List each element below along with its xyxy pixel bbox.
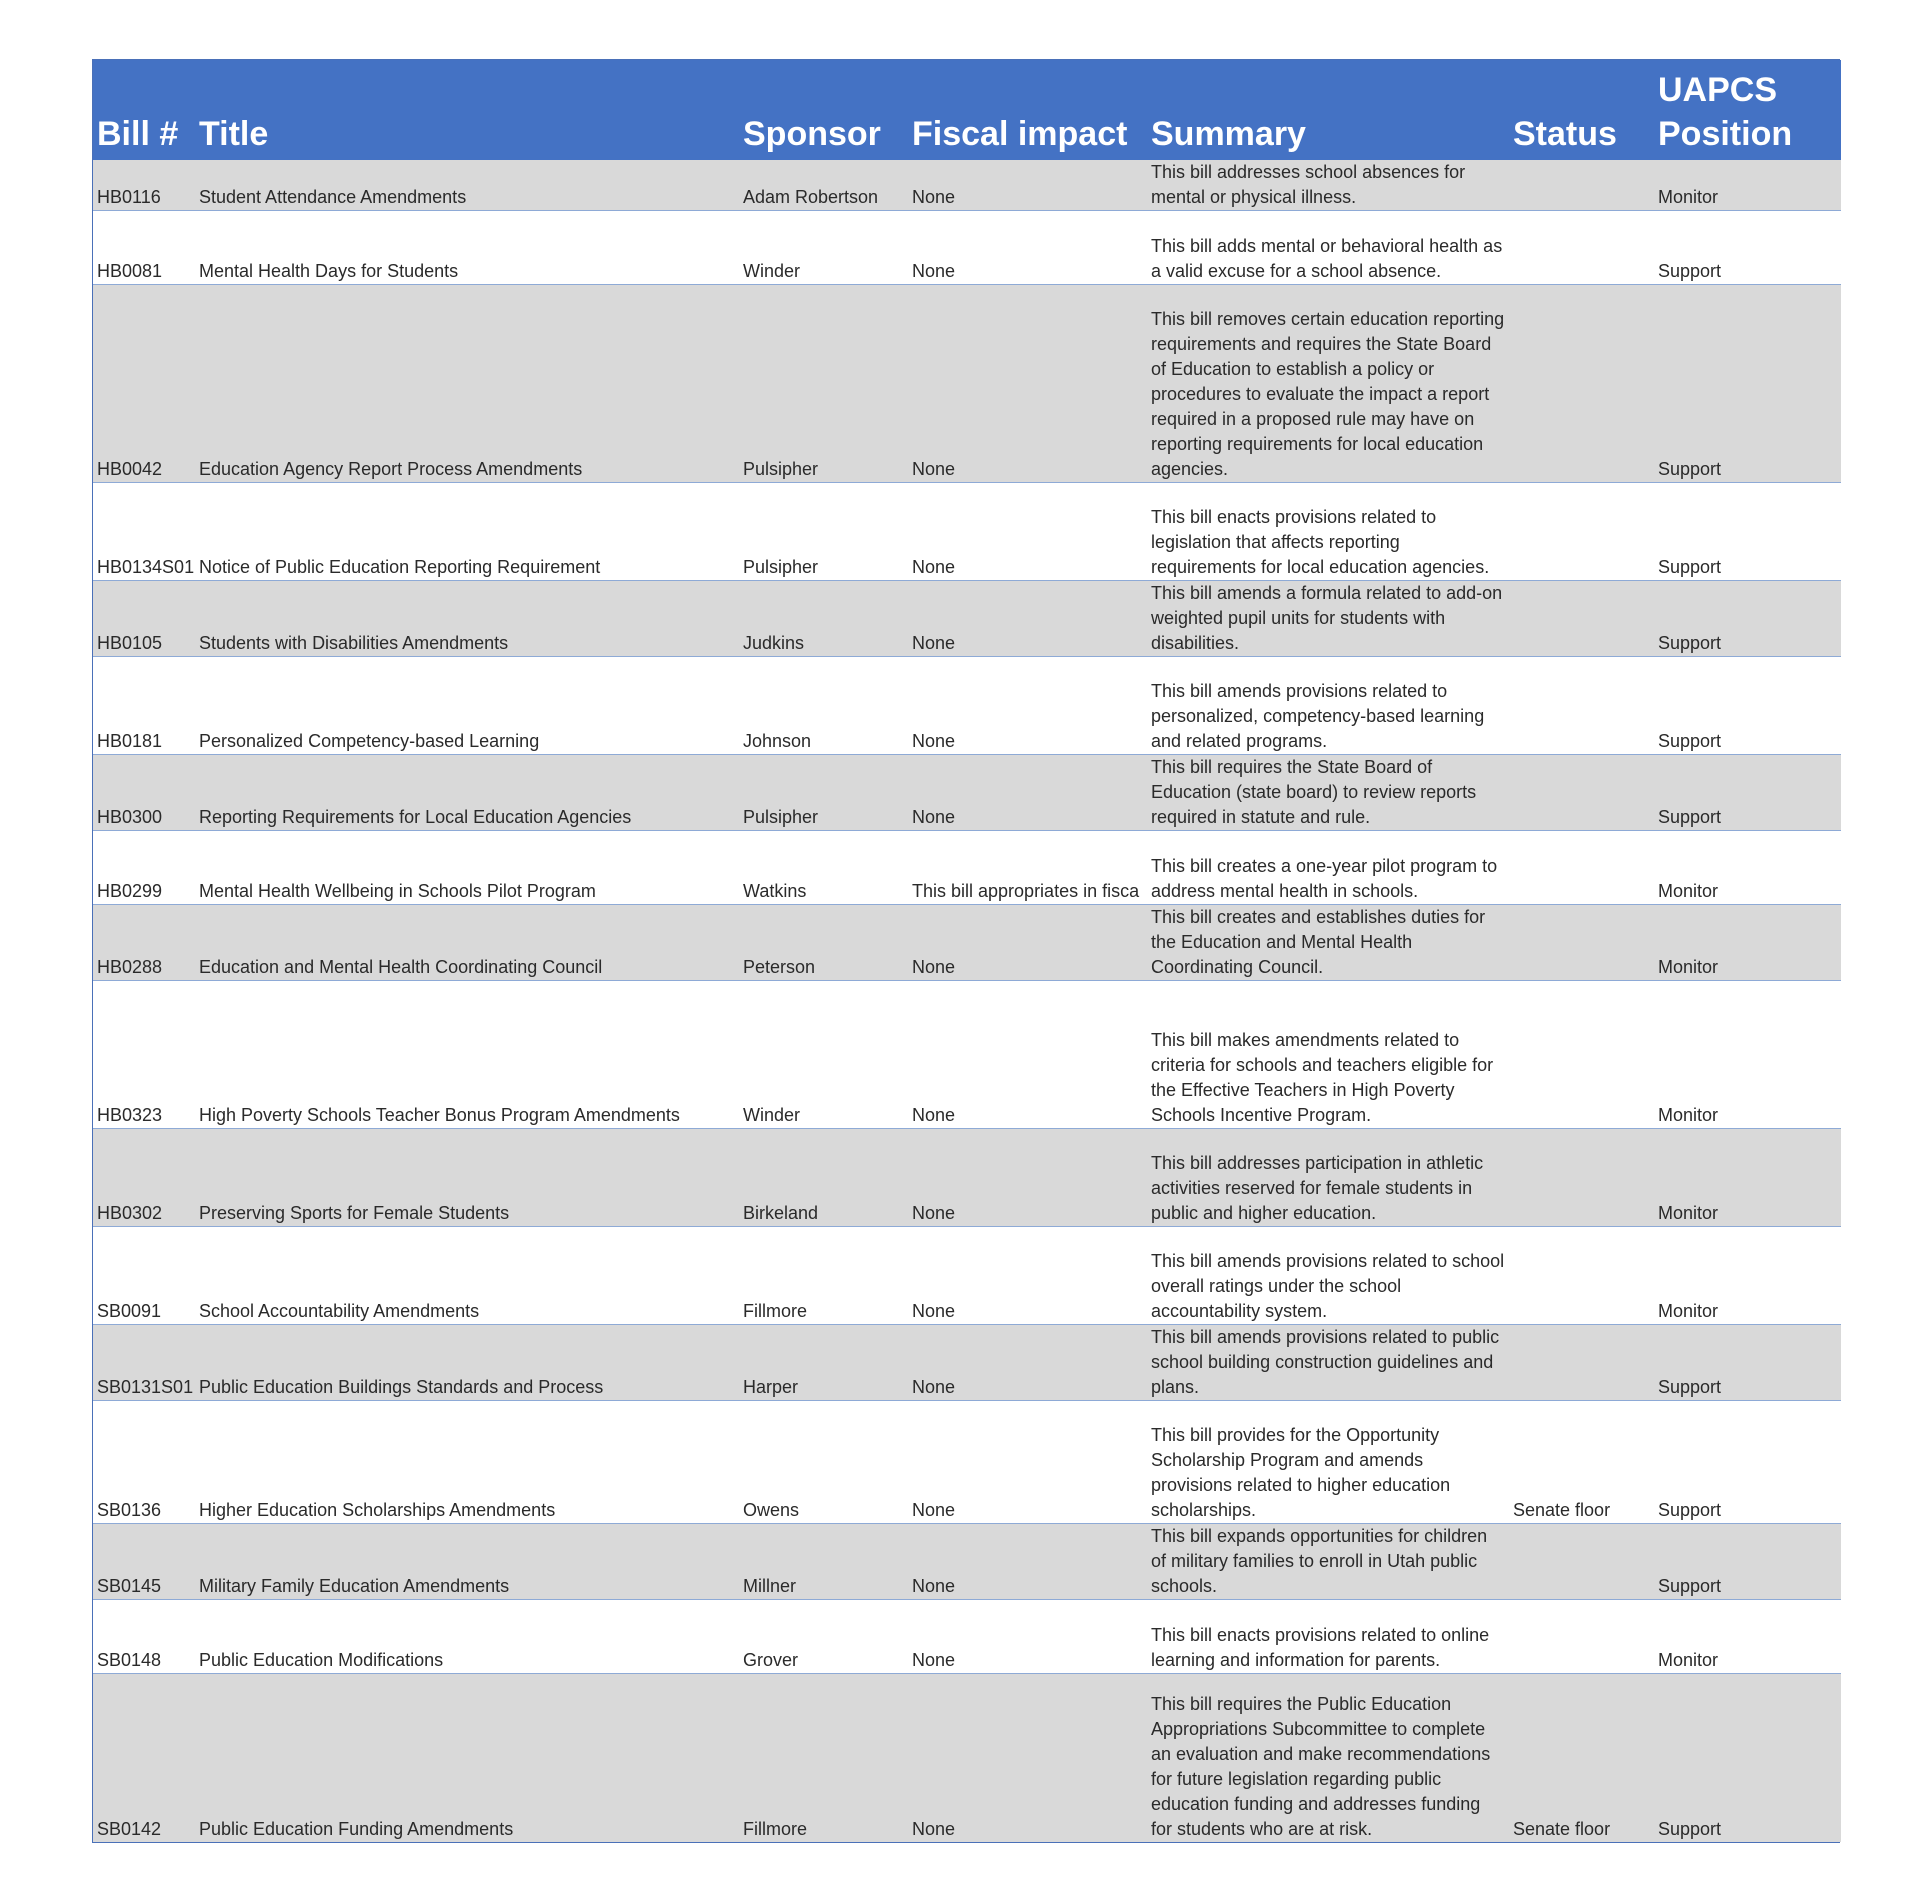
- cell-sponsor: Fillmore: [739, 1674, 908, 1842]
- cell-bill: HB0116: [93, 160, 195, 211]
- table-row: [93, 483, 1841, 581]
- cell-title: Education and Mental Health Coordinating Council: [195, 905, 739, 981]
- cell-status: [1509, 657, 1654, 755]
- cell-sponsor: Johnson: [739, 657, 908, 755]
- cell-fiscal-impact: None: [908, 1674, 1147, 1842]
- cell-fiscal-impact: None: [908, 1325, 1147, 1401]
- cell-bill: HB0181: [93, 657, 195, 755]
- cell-title: Notice of Public Education Reporting Requirement: [195, 483, 739, 581]
- cell-summary: This bill removes certain education reporting requirements and requires the State Board of Education to establish a policy or procedures to evaluate the impact a report required in a proposed rule may have on reporting requirements for local education agencies.: [1147, 285, 1509, 483]
- table-row: [93, 755, 1841, 831]
- cell-bill: HB0081: [93, 211, 195, 285]
- table-row: [93, 1227, 1841, 1325]
- cell-position: Monitor: [1654, 1600, 1841, 1674]
- table-row: [93, 1129, 1841, 1227]
- cell-bill: SB0136: [93, 1401, 195, 1524]
- cell-status: [1509, 211, 1654, 285]
- cell-position: Support: [1654, 581, 1841, 657]
- cell-status: [1509, 1524, 1654, 1600]
- cell-position: Monitor: [1654, 981, 1841, 1129]
- cell-status: [1509, 905, 1654, 981]
- table-row: [93, 581, 1841, 657]
- cell-summary: This bill adds mental or behavioral health as a valid excuse for a school absence.: [1147, 211, 1509, 285]
- cell-bill: SB0131S01: [93, 1325, 195, 1401]
- cell-position: Monitor: [1654, 831, 1841, 905]
- cell-position: Support: [1654, 483, 1841, 581]
- cell-title: Preserving Sports for Female Students: [195, 1129, 739, 1227]
- cell-sponsor: Winder: [739, 211, 908, 285]
- cell-sponsor: Pulsipher: [739, 285, 908, 483]
- cell-sponsor: Peterson: [739, 905, 908, 981]
- cell-fiscal-impact: None: [908, 581, 1147, 657]
- cell-fiscal-impact: None: [908, 285, 1147, 483]
- cell-title: Education Agency Report Process Amendments: [195, 285, 739, 483]
- cell-position: Monitor: [1654, 160, 1841, 211]
- position-header-text: UAPCS Position: [1658, 71, 1793, 153]
- cell-status: [1509, 755, 1654, 831]
- cell-fiscal-impact: None: [908, 1600, 1147, 1674]
- table-row: [93, 1325, 1841, 1401]
- cell-summary: This bill enacts provisions related to legislation that affects reporting requirements for local education agencies.: [1147, 483, 1509, 581]
- cell-position: Support: [1654, 1325, 1841, 1401]
- col-header-status: Status: [1509, 60, 1654, 160]
- cell-status: [1509, 1129, 1654, 1227]
- cell-summary: This bill amends provisions related to personalized, competency-based learning and related programs.: [1147, 657, 1509, 755]
- cell-summary: This bill expands opportunities for children of military families to enroll in Utah public schools.: [1147, 1524, 1509, 1600]
- cell-fiscal-impact: None: [908, 1401, 1147, 1524]
- cell-status: [1509, 1227, 1654, 1325]
- cell-title: Public Education Modifications: [195, 1600, 739, 1674]
- table-row: [93, 981, 1841, 1129]
- cell-title: Personalized Competency-based Learning: [195, 657, 739, 755]
- cell-bill: HB0323: [93, 981, 195, 1129]
- cell-fiscal-impact: None: [908, 981, 1147, 1129]
- cell-bill: HB0302: [93, 1129, 195, 1227]
- cell-sponsor: Harper: [739, 1325, 908, 1401]
- cell-sponsor: Fillmore: [739, 1227, 908, 1325]
- cell-title: Students with Disabilities Amendments: [195, 581, 739, 657]
- table-row: [93, 657, 1841, 755]
- cell-summary: This bill amends provisions related to public school building construction guidelines and plans.: [1147, 1325, 1509, 1401]
- cell-title: Public Education Funding Amendments: [195, 1674, 739, 1842]
- cell-title: Mental Health Days for Students: [195, 211, 739, 285]
- cell-title: Public Education Buildings Standards and Process: [195, 1325, 739, 1401]
- cell-bill: SB0142: [93, 1674, 195, 1842]
- cell-position: Monitor: [1654, 905, 1841, 981]
- cell-position: Support: [1654, 1674, 1841, 1842]
- cell-sponsor: Watkins: [739, 831, 908, 905]
- cell-bill: HB0105: [93, 581, 195, 657]
- col-header-sponsor: Sponsor: [739, 60, 908, 160]
- col-header-position: [1654, 60, 1841, 160]
- cell-summary: This bill requires the Public Education Appropriations Subcommittee to complete an evaluation and make recommendations for future legislation regarding public education funding and addresses funding for students who are at risk.: [1147, 1674, 1509, 1842]
- cell-fiscal-impact: None: [908, 755, 1147, 831]
- col-header-summary: Summary: [1147, 60, 1509, 160]
- cell-fiscal-impact: None: [908, 1227, 1147, 1325]
- cell-position: Support: [1654, 1524, 1841, 1600]
- cell-summary: This bill makes amendments related to criteria for schools and teachers eligible for the Effective Teachers in High Poverty Schools Incentive Program.: [1147, 981, 1509, 1129]
- cell-fiscal-impact: This bill appropriates in fisca: [908, 831, 1147, 905]
- cell-status: [1509, 831, 1654, 905]
- table-row: [93, 1600, 1841, 1674]
- cell-status: [1509, 581, 1654, 657]
- cell-bill: SB0145: [93, 1524, 195, 1600]
- cell-summary: This bill requires the State Board of Education (state board) to review reports required in statute and rule.: [1147, 755, 1509, 831]
- cell-fiscal-impact: None: [908, 657, 1147, 755]
- cell-sponsor: Winder: [739, 981, 908, 1129]
- cell-position: Support: [1654, 285, 1841, 483]
- cell-summary: This bill creates a one-year pilot program to address mental health in schools.: [1147, 831, 1509, 905]
- cell-bill: HB0288: [93, 905, 195, 981]
- cell-position: Support: [1654, 1401, 1841, 1524]
- cell-title: High Poverty Schools Teacher Bonus Program Amendments: [195, 981, 739, 1129]
- cell-bill: SB0091: [93, 1227, 195, 1325]
- cell-position: Support: [1654, 755, 1841, 831]
- table-row: [93, 1674, 1841, 1842]
- table-row: [93, 1524, 1841, 1600]
- cell-title: Mental Health Wellbeing in Schools Pilot Program: [195, 831, 739, 905]
- cell-summary: This bill addresses school absences for mental or physical illness.: [1147, 160, 1509, 211]
- bill-table: [93, 60, 1841, 1842]
- cell-summary: This bill creates and establishes duties for the Education and Mental Health Coordinating Council.: [1147, 905, 1509, 981]
- cell-status: [1509, 1325, 1654, 1401]
- cell-bill: HB0134S01: [93, 483, 195, 581]
- table-row: [93, 905, 1841, 981]
- cell-title: Student Attendance Amendments: [195, 160, 739, 211]
- cell-bill: SB0148: [93, 1600, 195, 1674]
- cell-sponsor: Millner: [739, 1524, 908, 1600]
- cell-position: Support: [1654, 657, 1841, 755]
- cell-summary: This bill amends provisions related to school overall ratings under the school accountability system.: [1147, 1227, 1509, 1325]
- cell-fiscal-impact: None: [908, 160, 1147, 211]
- cell-title: Military Family Education Amendments: [195, 1524, 739, 1600]
- cell-title: Reporting Requirements for Local Education Agencies: [195, 755, 739, 831]
- cell-sponsor: Grover: [739, 1600, 908, 1674]
- cell-sponsor: Pulsipher: [739, 755, 908, 831]
- cell-status: Senate floor: [1509, 1674, 1654, 1842]
- cell-status: [1509, 285, 1654, 483]
- cell-status: [1509, 981, 1654, 1129]
- bill-tracking-table: [92, 59, 1840, 1843]
- cell-position: Monitor: [1654, 1227, 1841, 1325]
- col-header-title: Title: [195, 60, 739, 160]
- cell-title: School Accountability Amendments: [195, 1227, 739, 1325]
- cell-fiscal-impact: None: [908, 905, 1147, 981]
- cell-status: [1509, 160, 1654, 211]
- cell-fiscal-impact: None: [908, 1524, 1147, 1600]
- cell-fiscal-impact: None: [908, 1129, 1147, 1227]
- table-row: [93, 831, 1841, 905]
- cell-bill: HB0299: [93, 831, 195, 905]
- col-header-bill: Bill #: [93, 60, 195, 160]
- header-row: [93, 60, 1841, 160]
- col-header-fiscal-impact: Fiscal impact: [908, 60, 1147, 160]
- table-row: [93, 285, 1841, 483]
- cell-sponsor: Owens: [739, 1401, 908, 1524]
- cell-summary: This bill provides for the Opportunity Scholarship Program and amends provisions related to higher education scholarships.: [1147, 1401, 1509, 1524]
- cell-status: [1509, 483, 1654, 581]
- cell-bill: HB0042: [93, 285, 195, 483]
- cell-fiscal-impact: None: [908, 483, 1147, 581]
- table-row: [93, 211, 1841, 285]
- cell-position: Monitor: [1654, 1129, 1841, 1227]
- cell-fiscal-impact: None: [908, 211, 1147, 285]
- cell-summary: This bill enacts provisions related to online learning and information for parents.: [1147, 1600, 1509, 1674]
- cell-sponsor: Pulsipher: [739, 483, 908, 581]
- cell-status: Senate floor: [1509, 1401, 1654, 1524]
- cell-position: Support: [1654, 211, 1841, 285]
- cell-bill: HB0300: [93, 755, 195, 831]
- cell-summary: This bill addresses participation in athletic activities reserved for female students in public and higher education.: [1147, 1129, 1509, 1227]
- cell-sponsor: Judkins: [739, 581, 908, 657]
- cell-title: Higher Education Scholarships Amendments: [195, 1401, 739, 1524]
- table-row: [93, 1401, 1841, 1524]
- cell-sponsor: Adam Robertson: [739, 160, 908, 211]
- cell-summary: This bill amends a formula related to add-on weighted pupil units for students with disabilities.: [1147, 581, 1509, 657]
- cell-status: [1509, 1600, 1654, 1674]
- table-row: [93, 160, 1841, 211]
- cell-sponsor: Birkeland: [739, 1129, 908, 1227]
